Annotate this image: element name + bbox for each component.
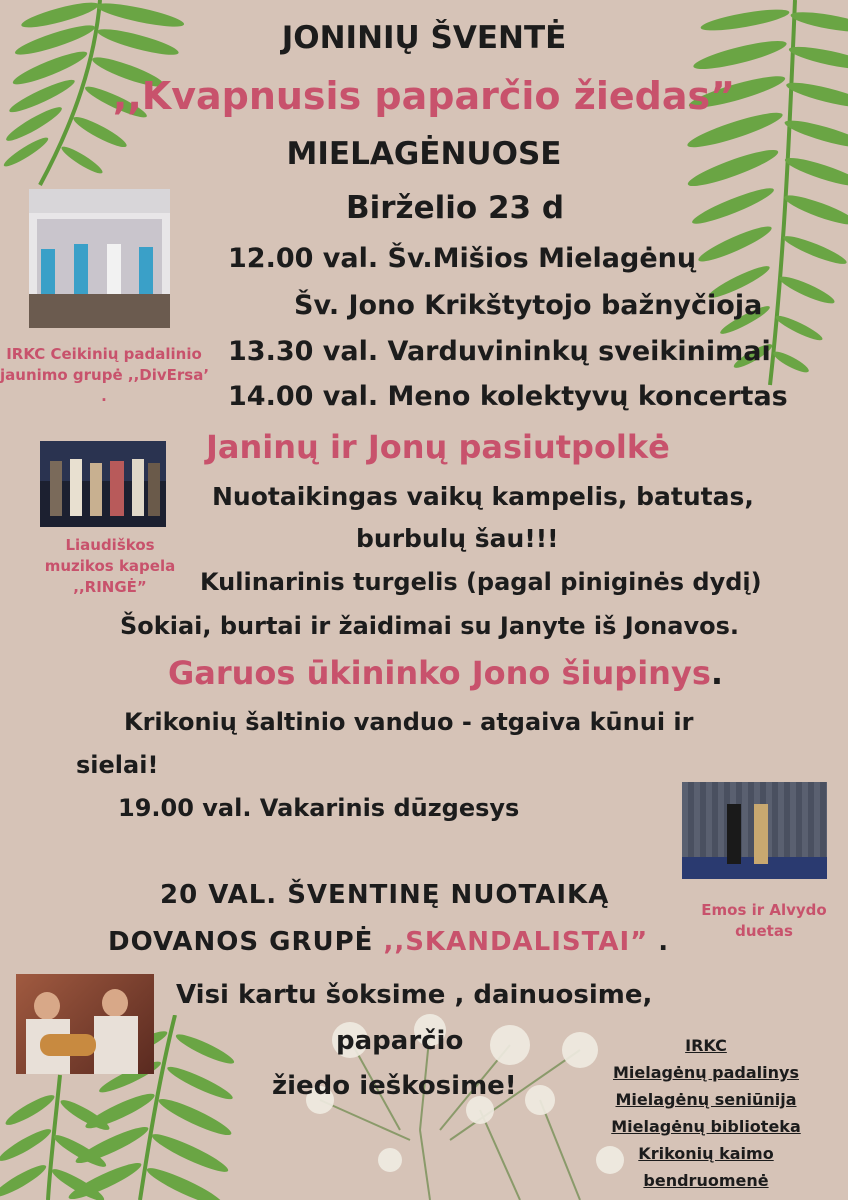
finale-line2-prefix: DOVANOS GRUPĖ xyxy=(108,927,384,957)
highlight-water-line1: Krikonių šaltinio vanduo - atgaiva kūnui ir xyxy=(124,708,694,736)
finale-together-line1: Visi kartu šoksime , dainuosime, xyxy=(176,980,653,1010)
caption-diversa-line1: IRKC Ceikinių padalinio xyxy=(6,345,202,363)
schedule-mass-place: Šv. Jono Krikštytojo bažnyčioja xyxy=(294,290,763,321)
highlight-stew xyxy=(168,654,723,692)
finale-line2 xyxy=(108,927,669,957)
highlight-kids-line2: burbulų šau!!! xyxy=(356,524,559,553)
highlight-evening: 19.00 val. Vakarinis dūzgesys xyxy=(118,794,520,822)
organizers-list xyxy=(586,1032,826,1194)
organizer-division: Mielagėnų padalinys xyxy=(612,1063,799,1082)
organizer-irkc: IRKC xyxy=(685,1036,727,1055)
highlight-water-line2: sielai! xyxy=(76,751,159,779)
organizer-community-line2: bendruomenė xyxy=(643,1171,769,1190)
highlight-stew-text: Garuos ūkininko Jono šiupinys xyxy=(168,654,711,692)
caption-ringe-line1: Liaudiškos xyxy=(65,536,155,554)
highlight-kids-line1: Nuotaikingas vaikų kampelis, batutas, xyxy=(212,482,754,511)
event-location: MIELAGĖNUOSE xyxy=(286,136,562,172)
finale-line1: 20 VAL. ŠVENTINĘ NUOTAIKĄ xyxy=(160,880,610,910)
finale-together-line3: žiedo ieškosime! xyxy=(272,1071,517,1101)
event-subtitle: ,,Kvapnusis paparčio žiedas” xyxy=(112,74,736,118)
caption-ringe xyxy=(25,535,195,598)
finale-together-line2: paparčio xyxy=(336,1026,464,1056)
highlight-market: Kulinarinis turgelis (pagal piniginės dydį) xyxy=(200,568,762,596)
caption-diversa-line2: jaunimo grupė ,,DivErsa’ xyxy=(0,366,210,384)
finale-line2-suffix: . xyxy=(648,927,670,957)
highlight-dances: Šokiai, burtai ir žaidimai su Janyte iš Jonavos. xyxy=(120,612,739,640)
organizer-eldership: Mielagėnų seniūnija xyxy=(615,1090,797,1109)
schedule-mass-time: 12.00 val. Šv.Mišios Mielagėnų xyxy=(228,243,697,274)
photo-skandalistai xyxy=(16,974,154,1074)
caption-duet xyxy=(684,900,844,942)
caption-duet-line1: Emos ir Alvydo xyxy=(701,901,827,919)
organizer-community-line1: Krikonių kaimo xyxy=(638,1144,774,1163)
photo-ringe-band xyxy=(40,441,166,527)
photo-diversa-group xyxy=(29,189,170,328)
caption-diversa-line3: . xyxy=(101,387,107,405)
fern-top-right-decoration xyxy=(675,0,848,390)
finale-band-name: ,,SKANDALISTAI” xyxy=(383,927,649,957)
highlight-polka: Janinų ir Jonų pasiutpolkė xyxy=(206,428,670,466)
schedule-greetings: 13.30 val. Varduvininkų sveikinimai xyxy=(228,336,771,367)
caption-ringe-line2: muzikos kapela xyxy=(44,557,176,575)
caption-duet-line2: duetas xyxy=(735,922,793,940)
event-title: JONINIŲ ŠVENTĖ xyxy=(281,20,567,56)
highlight-stew-dot: . xyxy=(710,654,724,692)
schedule-concert: 14.00 val. Meno kolektyvų koncertas xyxy=(228,381,788,412)
caption-ringe-line3: ,,RINGĖ” xyxy=(73,578,147,596)
event-date: Birželio 23 d xyxy=(346,190,565,226)
organizer-library: Mielagėnų biblioteka xyxy=(611,1117,801,1136)
photo-duet xyxy=(682,782,827,879)
caption-diversa xyxy=(0,344,208,407)
